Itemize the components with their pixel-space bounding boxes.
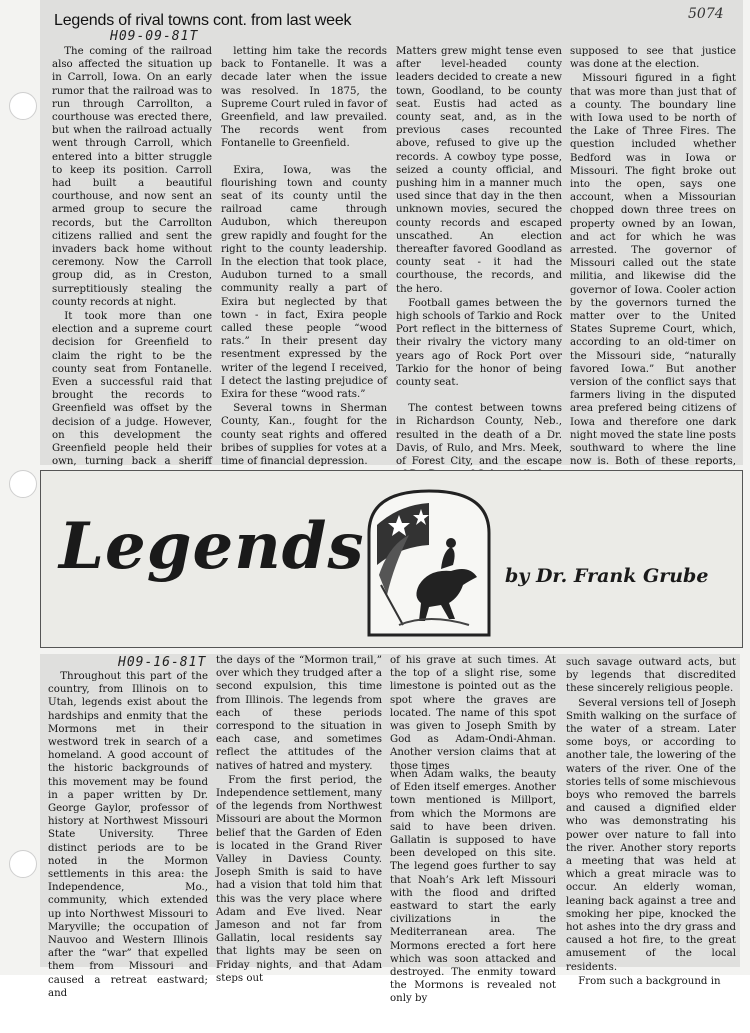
banner-title: Legends xyxy=(59,509,365,584)
horse-rider-emblem-icon xyxy=(359,485,499,635)
column-banner xyxy=(40,470,743,648)
byline: by Dr. Frank Grube xyxy=(505,565,709,587)
article-column-4: such savage outward acts, but by legends that discredited these sincerely religious people. Several versions tell of Joseph Smith walking on the surface of the water of a stream. Later some boys, or according to another tale, the lowering of the waters of the river. One of the stories tells of some mischievous boys who removed the barrels and caused a dignified elder who was demonstrating his power over nature to fall into the river. Another story reports a meeting that was held at which a great miracle was to occur. An elderly woman, leaning back against a tree and smoking her pipe, knocked the hot ashes into the dry grass and caused a hot fire, to the great amusement of the local residents. From such a background in xyxy=(566,657,736,987)
punch-hole xyxy=(9,92,37,120)
page-number: 5074 xyxy=(688,6,724,22)
article-column-3-continued: when Adam walks, the beauty of Eden itself emerges. Another town mentioned is Millport, from which the Mormons are said to have been driven. Gallatin is supposed to have been developed on this site. The legend goes further to say that Noah’s Ark left Missouri with the flood and drifted eastward to start the early civilizations in the Mediterranean area. The Mormons erected a fort here which was soon attacked and destroyed. The enmity toward the Mormons is revealed not only by xyxy=(390,769,556,1005)
article-column-1: Throughout this part of the country, from Illinois on to Utah, legends exist about the hardships and enmity that the Mormons met in their westword trek in search of a homeland. A good account of the historic backgrounds of this movement may be found in a paper written by Dr. George Gaylor, professor of history at Northwest Missouri State University. Three distinct periods are to be noted in the Mormon settlements in this area: the Independence, Mo., community, which extended up into Northwest Missouri to Maryville; the occupation of Nauvoo and Western Illinois after the “war” that expelled them from Missouri and caused a retreat eastward; and xyxy=(48,671,208,999)
article-column-2: the days of the “Mormon trail,” over which they trudged after a second expulsion, this time from Illinois. The legends from each of these periods correspond to the situation in each case, and sometimes reflect the attitudes of the natives of hatred and mystery. From the first period, the Independence settlement, many of the legends from Northwest Missouri are about the Mormon belief that the Garden of Eden is located in the Grand River Valley in Daviess County. Joseph Smith is said to have had a vision that told him that this was the very place where Adam and Eve lived. Near Jameson and not far from Gallatin, local residents say that lights may be seen on Friday nights, and that Adam steps out xyxy=(216,655,382,984)
handwritten-date: H09-09-81T xyxy=(110,29,199,44)
article-column-1: The coming of the railroad also affected the situation up in Carroll, Iowa. On an early rumor that the railroad was to run through Carrollton, a courthouse was erected there, but when the railroad actually went through Carroll, which entered into a bitter struggle to keep its position. Carroll had built a beautiful courthouse, and now sent an armed group to secure the records, but the Carrollton citizens rallied and sent the invaders back home without ceremony. Now the Carroll group did, as in Creston, surreptitiously stealing the county records at night. It took more than one election and a supreme court decision for Greenfield to claim the right to be the county seat from Fontanelle. Even a successful raid that brought the records to Greenfield was offset by the decision of a judge. However, on this development the Greenfield people held their own, turning back a sheriff xyxy=(52,46,212,468)
article-column-3: Matters grew might tense even after level-headed county leaders decided to create a new town, Goodland, to be county seat. Eustis had acted as county seat, and, as in the previous cases recounted above, refused to give up the records. A cowboy type posse, seized a county official, and pushing him in a manner much used since that day in the then unknown movies, secured the county records and escaped unscathed. An election thereafter favored Goodland as county seat - it had the courthouse, the records, and the hero. Football games between the high schools of Tarkio and Rock Port reflect in the bitterness of their rivalry the victory many years ago of Rock Port over Tarkio for the honor of being county seat. The contest between towns in Richardson County, Neb., resulted in the death of a Dr. Davis, of Rulo, and Mrs. Meek, of Forest City, and the escape xyxy=(396,46,562,468)
headline: Legends of rival towns cont. from last week xyxy=(54,12,352,29)
punch-hole xyxy=(9,850,37,878)
article-column-4: supposed to see that justice was done at the election. Missouri figured in a fight that was more than just that of a county. The boundary line with Iowa used to be north of the Lake of Three Fires. The question included whether Bedford was in Iowa or Missouri. The fight broke out into the open, says one account, when a Missourian chopped down three trees on property owned by an Iowan, and act for which he was arrested. The governor of Missouri called out the state militia, and likewise did the governor of Iowa. Cooler action by the governors turned the matter over to the United States Supreme Court, which, according to an old-timer on the Missouri side, “naturally favored Iowa.” But another version of the conflict says that farmers living in the disputed area prefered being citizens of Iowa and therefore one dark night moved the state line posts southward to where the line now is. Both of these reports, xyxy=(570,46,736,468)
punch-hole xyxy=(9,470,37,498)
article-column-2: letting him take the records back to Fontanelle. It was a decade later when the issue was resolved. In 1875, the Supreme Court ruled in favor of Greenfield, and law prevailed. The records went from Fontanelle to Greenfield. Exira, Iowa, was the flourishing town and county seat of its county until the railroad came through Audubon, which thereupon grew rapidly and fought for the right to the county leadership. In the election that took place, Audubon turned to a small community really a part of Exira but neglected by that town - in fact, Exira people called these people “wood rats.” In their present day resentment expressed by the writer of the legend I received, I detect the lasting prejudice of Exira for these “wood rats.” Several towns in Sherman County, Kan., fought for the county seat rights and offered bribes of supplies for votes at a time of financial depression. xyxy=(221,46,387,468)
article-column-3: of his grave at such times. At the top of a slight rise, some limestone is pointed out as the spot where the graves are located. The name of this spot was given to Joseph Smith by God as Adam-Ondi-Ahman. Another version claims that at those times xyxy=(390,655,556,772)
handwritten-date: H09-16-81T xyxy=(118,655,207,670)
